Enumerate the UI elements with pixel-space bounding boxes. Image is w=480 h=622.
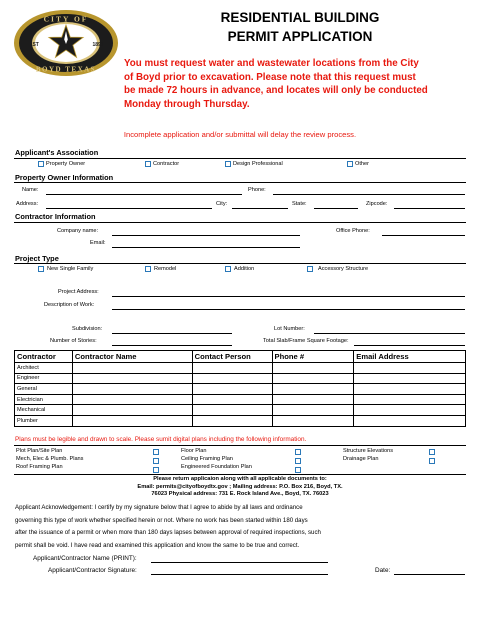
- return-info-line-3: 76023 Physical address: 731 E. Rock Island Ave., Boyd, TX. 76023: [151, 491, 329, 498]
- owner-phone-label: Phone:: [248, 187, 266, 193]
- table-cell[interactable]: [72, 363, 192, 374]
- owner-city-field[interactable]: [232, 208, 288, 209]
- svg-text:EST: EST: [29, 42, 39, 48]
- excavation-notice: You must request water and wastewater locations from the City of Boyd prior to excavation. Please note that this request must be made 72 hours in advance, and locates will only be conducted Monday through Thursday.: [124, 58, 428, 110]
- owner-name-label: Name:: [22, 187, 39, 193]
- return-info-line-2: Email: permits@cityofboydtx.gov ; Mailing address: P.O. Box 216, Boyd, TX.: [137, 483, 343, 490]
- contractor-label: Contractor: [153, 161, 180, 167]
- square-footage-label: Total Slab/Frame Square Footage:: [263, 338, 349, 344]
- owner-zip-label: Zipcode:: [366, 201, 388, 207]
- email-column-header: Email Address: [354, 351, 466, 363]
- city-seal-logo: [12, 8, 120, 78]
- accessory-structure-label: Accessory Structure: [318, 266, 369, 272]
- structure-elevations-label: Structure Elevations: [343, 448, 394, 454]
- plot-plan-checkbox[interactable]: [153, 449, 159, 455]
- remodel-checkbox[interactable]: [145, 266, 151, 272]
- contractor-info-heading-rule: [14, 222, 466, 223]
- ceiling-framing-checkbox[interactable]: [295, 458, 301, 464]
- table-cell[interactable]: [192, 363, 272, 374]
- date-label: Date:: [375, 567, 391, 574]
- table-cell[interactable]: [354, 373, 466, 384]
- owner-heading-rule: [14, 182, 466, 183]
- mep-plans-checkbox[interactable]: [153, 458, 159, 464]
- contractor-checkbox[interactable]: [145, 161, 151, 167]
- foundation-plan-label: Engineered Foundation Plan: [181, 464, 252, 470]
- row-label-mechanical: Mechanical: [15, 405, 73, 416]
- title-line-2: PERMIT APPLICATION: [227, 29, 373, 44]
- owner-heading: Property Owner Information: [15, 173, 114, 182]
- svg-text:CITY OF: CITY OF: [43, 14, 89, 24]
- plans-notice-rule: [14, 445, 466, 446]
- print-name-field[interactable]: [151, 562, 328, 563]
- contractor-info-heading: Contractor Information: [15, 212, 96, 221]
- table-cell[interactable]: [192, 394, 272, 405]
- owner-zip-field[interactable]: [394, 208, 465, 209]
- contractor-column-header: Contractor: [15, 351, 73, 363]
- square-footage-field[interactable]: [354, 345, 465, 346]
- subdivision-label: Subdivision:: [72, 326, 103, 332]
- accessory-structure-checkbox[interactable]: [307, 266, 313, 272]
- stories-field[interactable]: [112, 345, 232, 346]
- table-cell[interactable]: [72, 384, 192, 395]
- table-cell[interactable]: [272, 405, 354, 416]
- table-cell[interactable]: [272, 363, 354, 374]
- structure-elevations-checkbox[interactable]: [429, 449, 435, 455]
- table-cell[interactable]: [272, 373, 354, 384]
- office-phone-field[interactable]: [382, 235, 465, 236]
- association-heading: Applicant's Association: [15, 148, 99, 157]
- table-cell[interactable]: [72, 405, 192, 416]
- company-name-field[interactable]: [112, 235, 300, 236]
- table-cell[interactable]: [72, 415, 192, 426]
- svg-text:BOYD TEXAS: BOYD TEXAS: [35, 65, 97, 74]
- property-owner-checkbox[interactable]: [38, 161, 44, 167]
- lot-number-label: Lot Number:: [274, 326, 305, 332]
- plot-plan-label: Plot Plan/Site Plan: [16, 448, 63, 454]
- new-single-family-checkbox[interactable]: [38, 266, 44, 272]
- new-single-family-label: New Single Family: [47, 266, 94, 272]
- foundation-plan-checkbox[interactable]: [295, 467, 301, 473]
- company-name-label: Company name:: [57, 228, 99, 234]
- table-row: [15, 394, 466, 405]
- drainage-plan-checkbox[interactable]: [429, 458, 435, 464]
- row-label-general: General: [15, 384, 73, 395]
- owner-city-label: City:: [216, 201, 228, 207]
- table-cell[interactable]: [272, 384, 354, 395]
- contractor-name-column-header: Contractor Name: [72, 351, 192, 363]
- svg-text:1893: 1893: [92, 42, 104, 48]
- design-professional-checkbox[interactable]: [225, 161, 231, 167]
- owner-state-field[interactable]: [314, 208, 358, 209]
- table-cell[interactable]: [272, 415, 354, 426]
- project-type-heading-rule: [14, 263, 466, 264]
- addition-checkbox[interactable]: [225, 266, 231, 272]
- incomplete-notice: Incomplete application and/or submittal will delay the review process.: [123, 130, 357, 139]
- owner-name-field[interactable]: [46, 194, 242, 195]
- roof-framing-checkbox[interactable]: [153, 467, 159, 473]
- project-type-heading: Project Type: [15, 254, 59, 263]
- row-label-architect: Architect: [15, 363, 73, 374]
- table-cell[interactable]: [354, 384, 466, 395]
- addition-label: Addition: [234, 266, 255, 272]
- page-title: [125, 8, 475, 46]
- floor-plan-label: Floor Plan: [181, 448, 207, 454]
- owner-state-label: State:: [292, 201, 307, 207]
- owner-address-field[interactable]: [46, 208, 212, 209]
- table-row: [15, 363, 466, 374]
- floor-plan-checkbox[interactable]: [295, 449, 301, 455]
- table-row: [15, 405, 466, 416]
- signature-label: Applicant/Contractor Signature:: [48, 567, 137, 574]
- subdivision-field[interactable]: [112, 333, 232, 334]
- association-heading-rule: [14, 158, 466, 159]
- table-row: [15, 384, 466, 395]
- mep-plans-label: Mech, Elec & Plumb. Plans: [16, 456, 84, 462]
- return-info-line-1: Please return applicaion along with all applicable documents to:: [153, 476, 327, 482]
- row-label-engineer: Engineer: [15, 373, 73, 384]
- owner-address-label: Address:: [16, 201, 39, 207]
- title-line-1: RESIDENTIAL BUILDING: [220, 10, 380, 25]
- other-label: Other: [355, 161, 369, 167]
- contact-person-column-header: Contact Person: [192, 351, 272, 363]
- table-cell[interactable]: [72, 373, 192, 384]
- contractor-email-label: Email:: [90, 240, 106, 246]
- table-cell[interactable]: [354, 405, 466, 416]
- phone-column-header: Phone #: [272, 351, 354, 363]
- drainage-plan-label: Drainage Plan: [343, 456, 379, 462]
- table-row: [15, 415, 466, 426]
- table-cell[interactable]: [272, 394, 354, 405]
- lot-number-field[interactable]: [314, 333, 465, 334]
- office-phone-label: Office Phone:: [336, 228, 370, 234]
- design-professional-label: Design Professional: [233, 161, 283, 167]
- roof-framing-label: Roof Framing Plan: [16, 464, 63, 470]
- table-cell[interactable]: [72, 394, 192, 405]
- return-info: [0, 476, 480, 499]
- return-info-top-rule: [14, 474, 466, 475]
- contractor-email-field[interactable]: [112, 247, 300, 248]
- remodel-label: Remodel: [154, 266, 177, 272]
- print-name-label: Applicant/Contractor Name (PRINT):: [33, 555, 137, 562]
- plans-notice: Plans must be legible and drawn to scale. Please sumit digital plans including the following information.: [15, 436, 307, 443]
- stories-label: Number of Stories:: [50, 338, 97, 344]
- other-checkbox[interactable]: [347, 161, 353, 167]
- property-owner-label: Property Owner: [46, 161, 86, 167]
- table-cell[interactable]: [354, 394, 466, 405]
- project-address-field[interactable]: [112, 296, 465, 297]
- row-label-electrician: Electrician: [15, 394, 73, 405]
- table-cell[interactable]: [192, 415, 272, 426]
- owner-phone-field[interactable]: [273, 194, 465, 195]
- project-address-label: Project Address:: [58, 289, 99, 295]
- applicant-acknowledgement: Applicant Acknowledgement: I certify by my signature below that I agree to abide by all laws and ordinance governing this type of work whether specified herein or not. Where no work has been started within 180 days after the issuance of a permit or when more than 180 days lapses between approval of required inspections, such permit shall be void. I have read and examined this application and know the same to be true and correct.: [15, 504, 321, 549]
- table-cell[interactable]: [354, 415, 466, 426]
- date-field[interactable]: [394, 574, 465, 575]
- signature-field[interactable]: [151, 574, 328, 575]
- contractor-table: [14, 350, 466, 427]
- contractor-table-header: [15, 351, 466, 363]
- table-cell[interactable]: [192, 405, 272, 416]
- ceiling-framing-label: Ceiling Framing Plan: [181, 456, 233, 462]
- description-field[interactable]: [112, 309, 465, 310]
- row-label-plumber: Plumber: [15, 415, 73, 426]
- table-row: [15, 373, 466, 384]
- description-label: Description of Work:: [44, 302, 95, 308]
- table-cell[interactable]: [354, 363, 466, 374]
- table-cell[interactable]: [192, 384, 272, 395]
- table-cell[interactable]: [192, 373, 272, 384]
